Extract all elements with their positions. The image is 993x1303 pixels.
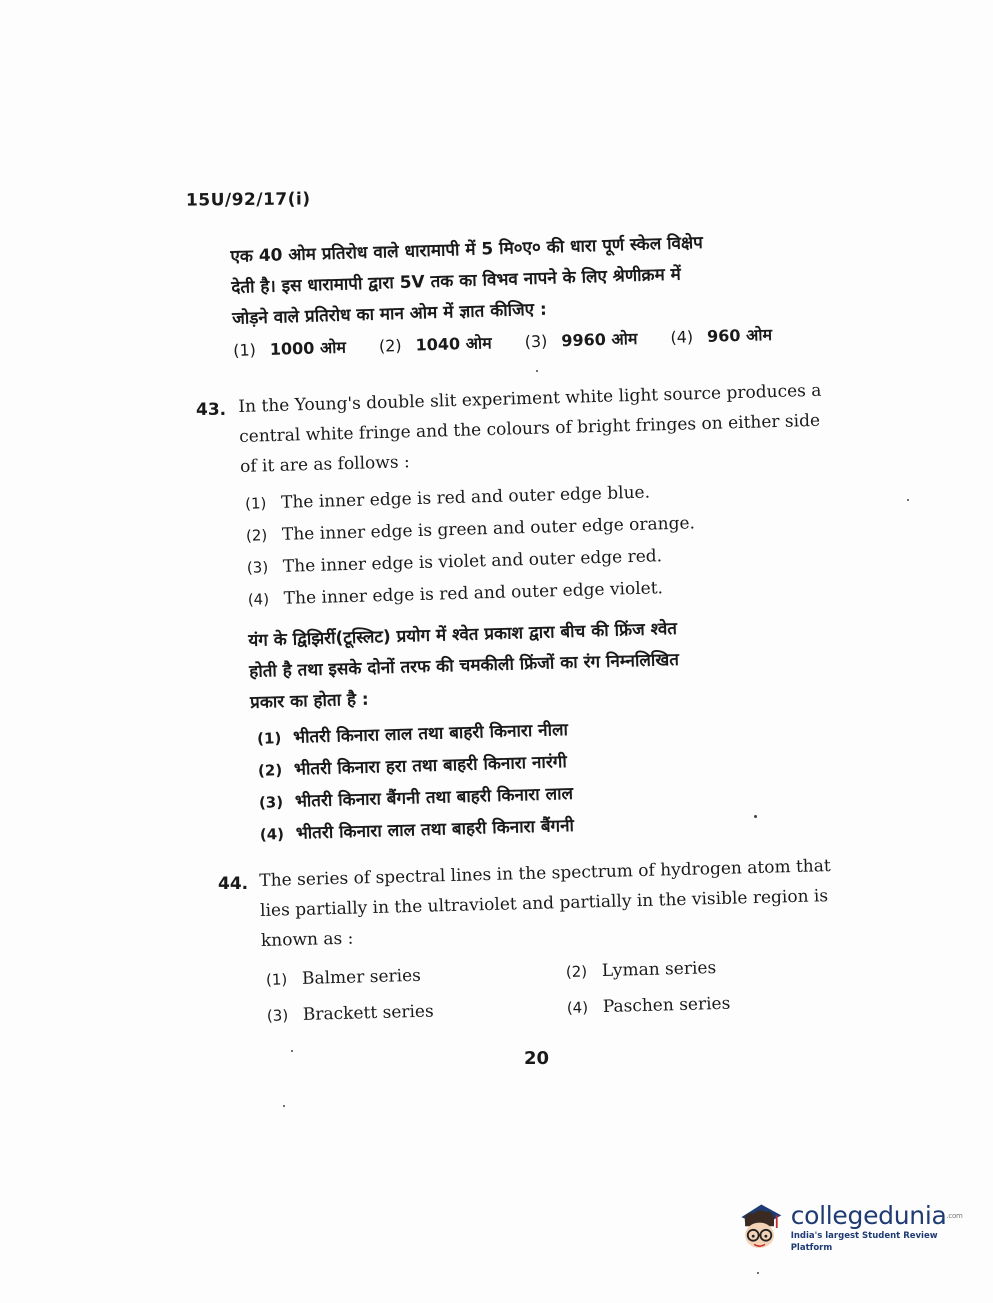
collegedunia-wordmark: collegedunia$^{.com}$ (790, 1201, 963, 1230)
q43-line-3: of it are as follows : (239, 452, 410, 477)
paper-code: 15U/92/17(i) (185, 189, 311, 211)
q44-option-4: (4) Paschen series (566, 993, 731, 1018)
q43-option-3: (3) The inner edge is violet and outer edge red. (246, 546, 663, 577)
q42-option-4: (4) 960 ओम (670, 324, 773, 347)
q43-hindi-line-3: प्रकार का होता है : (249, 689, 369, 713)
q43-hindi-line-2: होती है तथा इसके दोनों तरफ की चमकीली फ्रिंजों का रंग निम्नलिखित (249, 649, 680, 682)
q42-hindi-line-2: देती है। इस धारामापी द्वारा 5V तक का विभव नापने के लिए श्रेणीक्रम में (231, 264, 682, 298)
student-mascot-icon (736, 1196, 787, 1260)
q43-number: 43. (196, 400, 227, 420)
q44-option-1: (1) Balmer series (265, 965, 422, 989)
q44-option-2: (2) Lyman series (565, 958, 717, 982)
q42-option-3: (3) 9960 ओम (524, 328, 638, 352)
q43-hindi-option-1: (1) भीतरी किनारा लाल तथा बाहरी किनारा नीला (256, 720, 569, 748)
q43-hindi-option-3: (3) भीतरी किनारा बैंगनी तथा बाहरी किनारा लाल (258, 783, 574, 812)
q44-options (266, 948, 868, 1032)
q43-option-2: (2) The inner edge is green and outer edge orange. (245, 513, 696, 545)
q43-line-1: In the Young's double slit experiment white light source produces a (238, 380, 822, 417)
page-number: 20 (524, 1048, 550, 1069)
q44-line-3: known as : (260, 928, 354, 951)
q44-english-block (259, 850, 867, 1032)
collegedunia-tagline: India's largest Student Review Platform (790, 1231, 938, 1253)
q43-hindi-line-1: यंग के द्विझिर्री(टूस्लिट) प्रयोग में श्वेत प्रकाश द्वारा बीच की फ्रिंज श्वेत (248, 619, 678, 651)
q43-option-1: (1) The inner edge is red and outer edge blue. (244, 482, 651, 513)
q43-hindi-option-4: (4) भीतरी किनारा लाल तथा बाहरी किनारा बैंगनी (259, 815, 575, 844)
q44-number: 44. (218, 874, 249, 894)
q43-english-block (238, 376, 827, 616)
q42-option-1: (1) 1000 ओम (232, 337, 347, 360)
q44-line-1: The series of spectral lines in the spectrum of hydrogen atom that (259, 856, 831, 891)
scan-speck (536, 370, 538, 372)
collegedunia-watermark (736, 1196, 964, 1260)
scan-speck (754, 815, 757, 818)
q42-hindi-block (230, 225, 800, 361)
q43-hindi-option-2: (2) भीतरी किनारा हरा तथा बाहरी किनारा नारंगी (257, 752, 568, 780)
scan-speck (757, 1272, 759, 1274)
q43-line-2: central white fringe and the colours of bright fringes on either side (238, 410, 821, 447)
q42-hindi-line-3: जोड़ने वाले प्रतिरोध का मान ओम में ज्ञात कीजिए : (231, 299, 548, 329)
scan-speck (291, 1050, 293, 1052)
q43-option-4: (4) The inner edge is red and outer edge violet. (247, 578, 664, 609)
q43-hindi-block (248, 614, 684, 851)
q42-hindi-line-1: एक 40 ओम प्रतिरोध वाले धारामापी में 5 मि०ए० की धारा पूर्ण स्केल विक्षेप (230, 232, 704, 267)
q44-line-2: lies partially in the ultraviolet and partially in the visible region is (259, 886, 829, 921)
q44-option-3: (3) Brackett series (266, 1001, 434, 1025)
q42-option-2: (2) 1040 ओम (378, 333, 492, 356)
scan-speck (283, 1105, 285, 1107)
scan-speck (907, 499, 909, 501)
